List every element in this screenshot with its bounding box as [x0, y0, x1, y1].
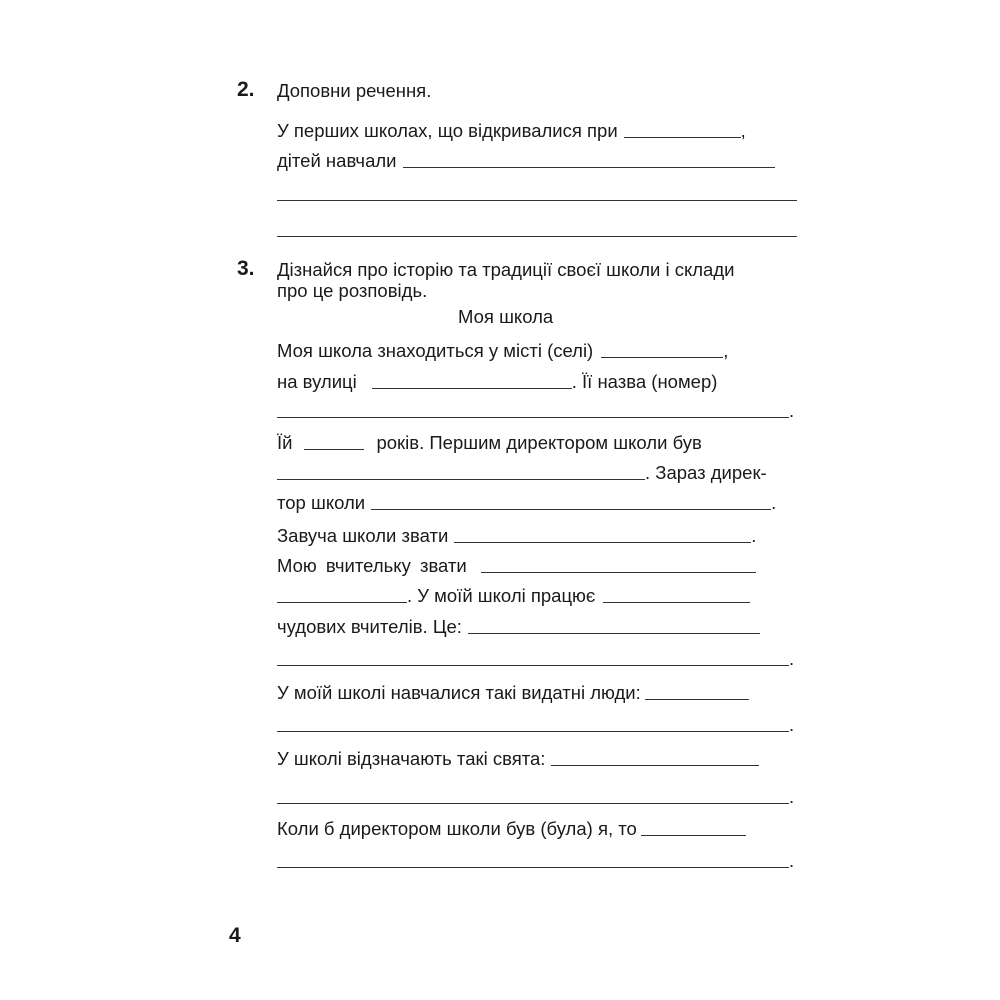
task-3-instruction-line-2: про це розповідь.: [277, 280, 428, 301]
sentence-text: років. Першим директором школи був: [376, 432, 702, 453]
story-line-15: [277, 786, 797, 810]
story-line-9: [277, 585, 797, 609]
story-line-1: [277, 340, 797, 364]
sentence-text: Моя школа знаходиться у місті (селі): [277, 340, 594, 361]
punctuation: .: [751, 525, 757, 546]
story-line-13: [277, 714, 797, 738]
blank-line[interactable]: [277, 731, 789, 732]
task-2-number: 2.: [237, 78, 255, 101]
story-line-8: [277, 555, 797, 579]
blank-line[interactable]: [645, 699, 749, 700]
blank-line[interactable]: [454, 542, 751, 543]
story-line-17: [277, 850, 797, 874]
blank-line[interactable]: [277, 665, 789, 666]
blank-line[interactable]: [468, 633, 760, 634]
story-title: Моя школа: [458, 306, 554, 327]
sentence-text: тор школи: [277, 492, 366, 513]
blank-line[interactable]: [277, 803, 789, 804]
blank-line[interactable]: [277, 236, 797, 237]
sentence-text: У моїй школі навчалися такі видатні люди:: [277, 682, 641, 703]
sentence-text: Мою вчительку звати: [277, 555, 467, 576]
punctuation: .: [789, 850, 795, 871]
punctuation: .: [789, 648, 795, 669]
punctuation: .: [789, 786, 795, 807]
task-2-instruction: Доповни речення.: [277, 80, 432, 101]
blank-line[interactable]: [371, 509, 771, 510]
sentence-text: Коли б директором школи був (була) я, то: [277, 818, 637, 839]
blank-line[interactable]: [403, 167, 775, 168]
story-line-2: [277, 371, 797, 395]
punctuation: ,: [723, 340, 729, 361]
blank-line[interactable]: [277, 867, 789, 868]
story-line-4: [277, 432, 797, 456]
sentence-text: У школі відзначають такі свята:: [277, 748, 546, 769]
story-line-16: [277, 818, 797, 842]
sentence-text: . Зараз дирек-: [645, 462, 767, 483]
sentence-text: . Її назва (номер): [571, 371, 718, 392]
task-2-sentence-1: [277, 120, 797, 144]
sentence-text: дітей навчали: [277, 150, 397, 171]
sentence-text: на вулиці: [277, 371, 357, 392]
story-line-12: [277, 682, 797, 706]
blank-line[interactable]: [277, 479, 645, 480]
story-line-5: [277, 462, 797, 486]
blank-line[interactable]: [304, 449, 364, 450]
blank-line[interactable]: [601, 357, 723, 358]
sentence-text: Їй: [277, 432, 293, 453]
punctuation: ,: [740, 120, 746, 141]
punctuation: .: [771, 492, 777, 513]
sentence-text: Завуча школи звати: [277, 525, 449, 546]
blank-line[interactable]: [372, 388, 572, 389]
blank-line[interactable]: [624, 137, 741, 138]
blank-line[interactable]: [277, 602, 407, 603]
punctuation: .: [789, 400, 795, 421]
page-number: 4: [229, 924, 241, 947]
blank-line[interactable]: [641, 835, 746, 836]
story-line-3: [277, 400, 797, 424]
punctuation: .: [789, 714, 795, 735]
task-2-sentence-2: [277, 150, 797, 174]
sentence-text: чудових вчителів. Це:: [277, 616, 462, 637]
sentence-text: . У моїй школі працює: [407, 585, 596, 606]
story-line-14: [277, 748, 797, 772]
sentence-text: У перших школах, що відкривалися при: [277, 120, 618, 141]
story-line-6: [277, 492, 797, 516]
blank-line[interactable]: [277, 417, 789, 418]
story-line-11: [277, 648, 797, 672]
task-3-number: 3.: [237, 257, 255, 280]
blank-line[interactable]: [603, 602, 750, 603]
task-3-instruction-line-1: Дізнайся про історію та традиції своєї школи і склади: [277, 259, 735, 280]
blank-line[interactable]: [481, 572, 756, 573]
story-line-10: [277, 616, 797, 640]
blank-line[interactable]: [277, 200, 797, 201]
story-line-7: [277, 525, 797, 549]
blank-line[interactable]: [551, 765, 759, 766]
